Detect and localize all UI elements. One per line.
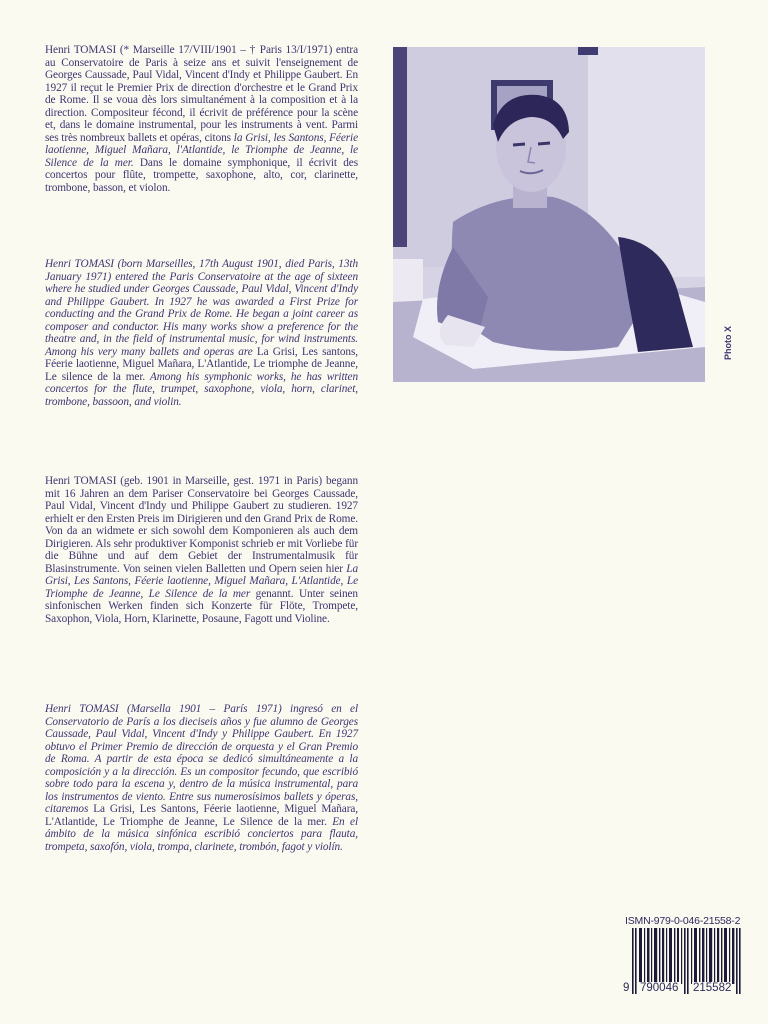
composer-portrait-photo [393,47,705,382]
bio-spanish-text-2: En el ámbito de la música sinfónica escribió conciertos para flauta, trompeta, saxofón, viola, trompa, clarinete, trombón, fagot y violín. [45,815,358,853]
bio-german-text-2: genannt. Unter seinen sinfonischen Werken finden sich Konzerte für Flöte, Trompete, Saxophon, Viola, Horn, Klarinette, Posaune, Fagott und Violine. [45,587,358,625]
bio-german-works: La Grisi, Les Santons, Féerie laotienne, Miguel Mañara, L'Atlantide, Le Triomphe de Jeanne, Le Silence de la mer [45,562,358,600]
bio-german [45,475,358,625]
bio-english [45,258,358,408]
bio-french-works: la Grisi, les Santons, Féerie laotienne, Miguel Mañara, l'Atlantide, le Triomphe de Jeanne, le Silence de la mer. [45,131,358,169]
bio-spanish-text: Henri TOMASI (Marsella 1901 – París 1971) ingresó en el Conservatorio de París a los dieciseis años y fue alumno de Georges Caussade, Paul Vidal, Vincent d'Indy y Philippe Gaubert. En 1927 obtuvo el Primer Premio de dirección de orquesta y el Gran Premio de Roma. A partir de esta época se dedicó simultáneamente a la composición y a la dirección. Es un compositor fecundo, que escribió sobre todo para la escena y, dentro de la música instrumental, para los instrumentos de viento. Entre sus numerosísimos ballets y óperas, citaremos [45,703,358,815]
bio-english-text-2: Among his symphonic works, he has written concertos for the flute, trumpet, saxophone, viola, horn, clarinet, trombone, bassoon, and violin. [45,370,359,408]
barcode-left-group: 790046 [640,982,679,994]
bio-english-text: Henri TOMASI (born Marseilles, 17th August 1901, died Paris, 13th January 1971) entered the Paris Conservatoire at the age of sixteen where he studied under Georges Caussade, Paul Vidal, Vincent d'Indy and Philippe Gaubert. In 1927 he was awarded a First Prize for conducting and the Grand Prix de Rome. He began a joint career as composer and conductor. His many works show a preference for the theatre and, in the field of instrumental music, for wind instruments. Among his very many ballets and operas are [45,258,358,358]
bio-english-works: La Grisi, Les santons, Féerie laotienne, Miguel Mañara, L'Atlantide, Le triomphe de Jeanne, Le silence de la mer. [45,345,358,383]
barcode-prefix-digit: 9 [623,982,630,994]
ismn-number: ISMN-979-0-046-21558-2 [625,915,741,927]
bio-french [45,44,358,194]
bio-spanish-works: La Grisi, Les Santons, Féerie laotienne, Miguel Mañara, L'Atlantide, Le Triomphe de Jeanne, Le Silence de la mer. [45,803,358,828]
barcode-right-group: 215582 [693,982,732,994]
photo-credit: Photo X [723,326,733,360]
bio-french-text-2: Dans le domaine symphonique, il écrivit des concertos pour flûte, trompette, saxophone, alto, cor, clarinette, trombone, basson, et violon. [45,156,358,194]
bio-german-text: Henri TOMASI (geb. 1901 in Marseille, gest. 1971 in Paris) begann mit 16 Jahren an dem Pariser Conservatoire bei Georges Caussade, Paul Vidal, Vincent d'Indy und Philippe Gaubert zu studieren. 1927 erhielt er den Ersten Preis im Dirigieren und den Grand Prix de Rome. Von da an widmete er sich sowohl dem Komponieren als auch dem Dirigieren. Als sehr produktiver Komponist schrieb er mit Vorliebe für die Bühne und auf dem Gebiet der Instrumentalmusik für Blasinstrumente. Von seinen vielen Balletten und Opern seien hier [45,475,358,575]
bio-spanish [45,703,358,853]
bio-french-text: Henri TOMASI (* Marseille 17/VIII/1901 – † Paris 13/I/1971) entra au Conservatoire de Paris à seize ans et suivit l'enseignement de Georges Caussade, Paul Vidal, Vincent d'Indy et Philippe Gaubert. En 1927 il reçut le Premier Prix de direction d'orchestre et le Grand Prix de Rome. Il se voua dès lors simultanément à la composition et à la direction. Compositeur fécond, il écrivit de préférence pour la scène et, dans le domaine instrumental, pour les instruments à vent. Parmi ses très nombreux ballets et opéras, citons [45,44,358,144]
